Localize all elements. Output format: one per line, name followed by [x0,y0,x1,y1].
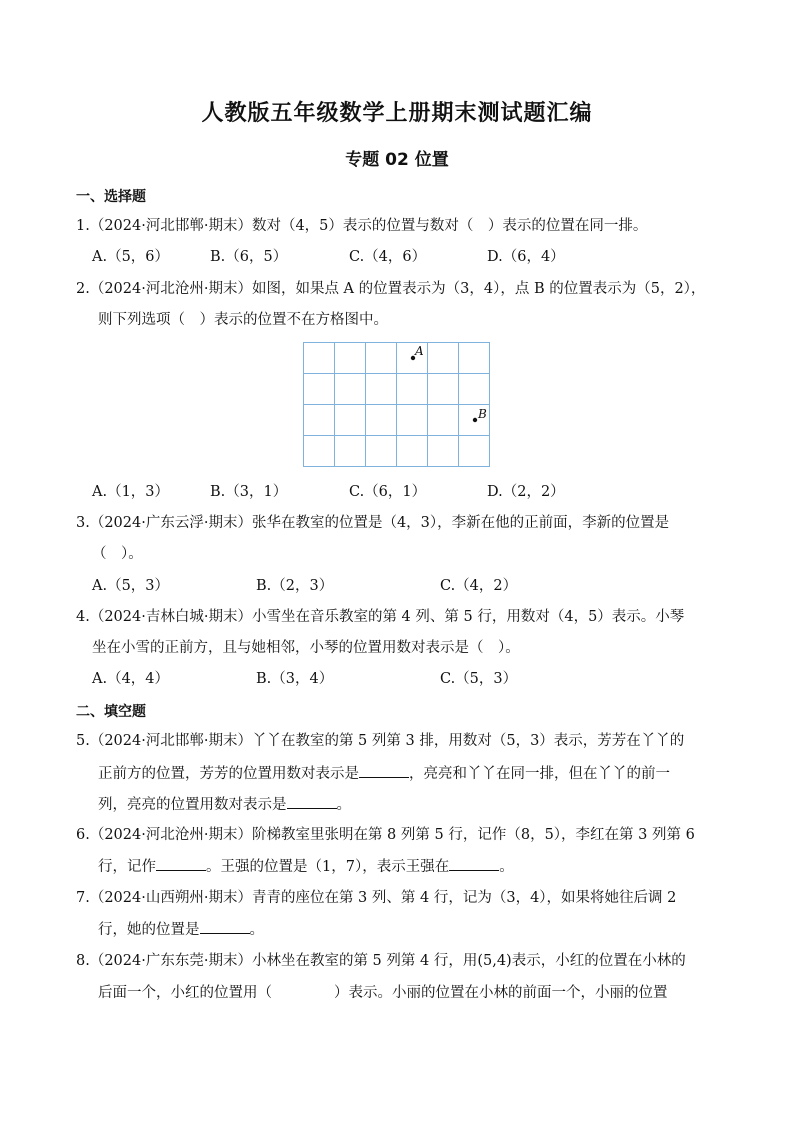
q2-option-b: B.（3，1） [210,484,288,500]
q4-option-a: A.（4，4） [92,671,170,687]
answer-blank[interactable] [359,763,409,778]
grid-figure [303,342,493,472]
q8-line-2-end: ）表示。小丽的位置在小林的前面一个，小丽的位置 [334,985,668,1001]
q5-line-3-start: 列，亮亮的位置用数对表示是 [98,797,287,813]
q5-line-2-end: ，亮亮和丫丫在同一排，但在丫丫的前一 [409,766,670,782]
q1-option-b: B.（6，5） [210,249,288,265]
section-heading-choice: 一、选择题 [76,189,146,205]
question-3-line-2: （ ）。 [92,546,143,562]
q3-option-b: B.（2，3） [256,578,334,594]
q2-option-a: A.（1，3） [92,484,170,500]
grid-lines [304,343,490,467]
question-2-line-1: 2.（2024·河北沧州·期末）如图，如果点 A 的位置表示为（3，4），点 B 的位置表示为（5，2）， [76,281,706,297]
page-subtitle: 专题 02 位置 [345,150,449,170]
question-5-line-1: 5.（2024·河北邯郸·期末）丫丫在教室的第 5 列第 3 排，用数对（5，3）表示，芳芳在丫丫的 [76,733,685,749]
question-8-line-2 [98,983,668,1003]
question-2-line-2: 则下列选项（ ）表示的位置不在方格图中。 [98,312,388,328]
page-title: 人教版五年级数学上册期末测试题汇编 [201,101,593,126]
q6-line-2-start: 行，记作 [98,859,156,875]
q5-line-3-end: 。 [336,797,351,813]
question-5-line-3 [98,794,351,815]
point-a-label: A [415,344,424,358]
q2-option-c: C.（6，1） [349,484,427,500]
answer-blank[interactable] [287,794,337,809]
q3-option-c: C.（4，2） [440,578,518,594]
q7-line-2-start: 行，她的位置是 [98,922,200,938]
q3-option-a: A.（5，3） [92,578,170,594]
q4-option-c: C.（5，3） [440,671,518,687]
answer-blank[interactable] [156,856,206,871]
q2-option-d: D.（2，2） [487,484,565,500]
question-4-line-1: 4.（2024·吉林白城·期末）小雪坐在音乐教室的第 4 列、第 5 行，用数对（4，5）表示。小琴 [76,609,685,625]
q7-line-2-end: 。 [249,922,264,938]
question-8-line-1: 8.（2024·广东东莞·期末）小林坐在教室的第 5 列第 4 行，用(5,4)表示，小红的位置在小林的 [76,953,686,969]
answer-blank[interactable] [200,919,250,934]
question-6-line-2 [98,856,514,877]
question-5-line-2 [98,763,670,784]
point-b-label: B [478,407,487,421]
point-b [473,418,477,422]
q8-line-2-start: 后面一个，小红的位置用（ [98,985,272,1001]
question-7-line-1: 7.（2024·山西朔州·期末）青青的座位在第 3 列、第 4 行，记为（3，4），如果将她往后调 2 [76,890,677,906]
q5-line-2-start: 正前方的位置，芳芳的位置用数对表示是 [98,766,359,782]
q1-option-c: C.（4，6） [349,249,427,265]
section-heading-fill: 二、填空题 [76,704,146,720]
question-3-line-1: 3.（2024·广东云浮·期末）张华在教室的位置是（4，3），李新在他的正前面，李新的位置是 [76,515,670,531]
q6-line-2-middle: 。王强的位置是（1，7），表示王强在 [206,859,450,875]
q4-option-b: B.（3，4） [256,671,334,687]
question-1-text: 1.（2024·河北邯郸·期末）数对（4，5）表示的位置与数对（ ）表示的位置在同一排。 [76,218,648,234]
q1-option-d: D.（6，4） [487,249,565,265]
question-7-line-2 [98,919,264,940]
question-4-line-2: 坐在小雪的正前方，且与她相邻，小琴的位置用数对表示是（ ）。 [92,640,520,656]
answer-blank[interactable] [449,856,499,871]
question-6-line-1: 6.（2024·河北沧州·期末）阶梯教室里张明在第 8 列第 5 行，记作（8，5），李红在第 3 列第 6 [76,827,695,843]
q6-line-2-end: 。 [499,859,514,875]
q1-option-a: A.（5，6） [92,249,170,265]
